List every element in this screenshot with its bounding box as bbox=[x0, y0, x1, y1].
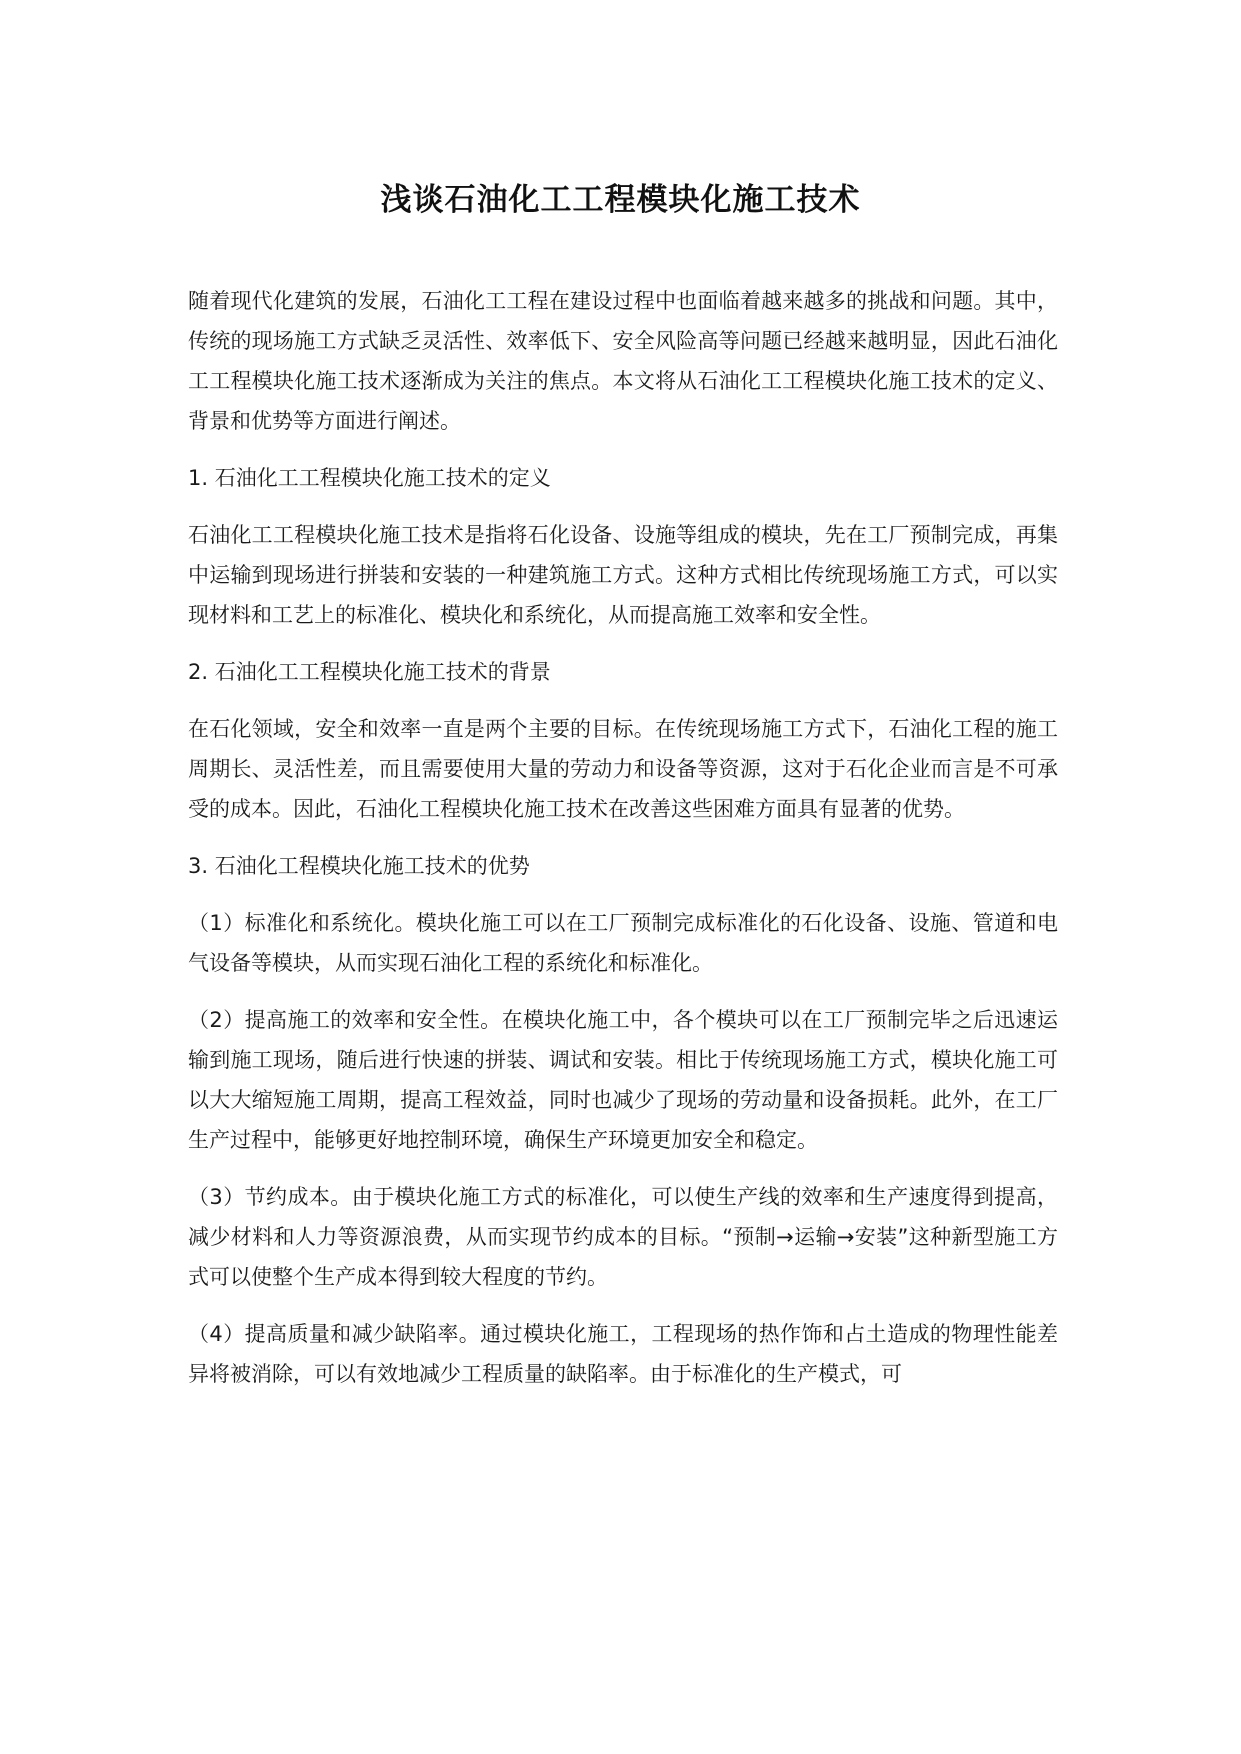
advantage-item-2: （2）提高施工的效率和安全性。在模块化施工中，各个模块可以在工厂预制完毕之后迅速运输到施工现场，随后进行快速的拼装、调试和安装。相比于传统现场施工方式，模块化施工可以大大缩短施工周期，提高工程效益，同时也减少了现场的劳动量和设备损耗。此外，在工厂生产过程中，能够更好地控制环境，确保生产环境更加安全和稳定。 bbox=[188, 1008, 1058, 1152]
section-2-paragraph: 在石化领域，安全和效率一直是两个主要的目标。在传统现场施工方式下，石油化工程的施工周期长、灵活性差，而且需要使用大量的劳动力和设备等资源，这对于石化企业而言是不可承受的成本。因此，石油化工程模块化施工技术在改善这些困难方面具有显著的优势。 bbox=[188, 717, 1058, 821]
document-title: 浅谈石油化工工程模块化施工技术 bbox=[380, 182, 861, 218]
section-2-heading: 2. 石油化工工程模块化施工技术的背景 bbox=[188, 660, 551, 684]
section-1-heading: 1. 石油化工工程模块化施工技术的定义 bbox=[188, 466, 551, 490]
section-3-heading: 3. 石油化工程模块化施工技术的优势 bbox=[188, 854, 530, 878]
document-body bbox=[188, 281, 1058, 1411]
advantage-item-1: （1）标准化和系统化。模块化施工可以在工厂预制完成标准化的石化设备、设施、管道和电气设备等模块，从而实现石油化工程的系统化和标准化。 bbox=[188, 911, 1058, 975]
advantage-item-3: （3）节约成本。由于模块化施工方式的标准化，可以使生产线的效率和生产速度得到提高，减少材料和人力等资源浪费，从而实现节约成本的目标。“预制→运输→安装”这种新型施工方式可以使整个生产成本得到较大程度的节约。 bbox=[188, 1185, 1058, 1289]
intro-paragraph: 随着现代化建筑的发展，石油化工工程在建设过程中也面临着越来越多的挑战和问题。其中，传统的现场施工方式缺乏灵活性、效率低下、安全风险高等问题已经越来越明显，因此石油化工工程模块化施工技术逐渐成为关注的焦点。本文将从石油化工工程模块化施工技术的定义、背景和优势等方面进行阐述。 bbox=[188, 289, 1058, 433]
advantage-item-4: （4）提高质量和减少缺陷率。通过模块化施工，工程现场的热作饰和占土造成的物理性能差异将被消除，可以有效地减少工程质量的缺陷率。由于标准化的生产模式，可 bbox=[188, 1322, 1058, 1386]
section-1-paragraph: 石油化工工程模块化施工技术是指将石化设备、设施等组成的模块，先在工厂预制完成，再集中运输到现场进行拼装和安装的一种建筑施工方式。这种方式相比传统现场施工方式，可以实现材料和工艺上的标准化、模块化和系统化，从而提高施工效率和安全性。 bbox=[188, 523, 1058, 627]
